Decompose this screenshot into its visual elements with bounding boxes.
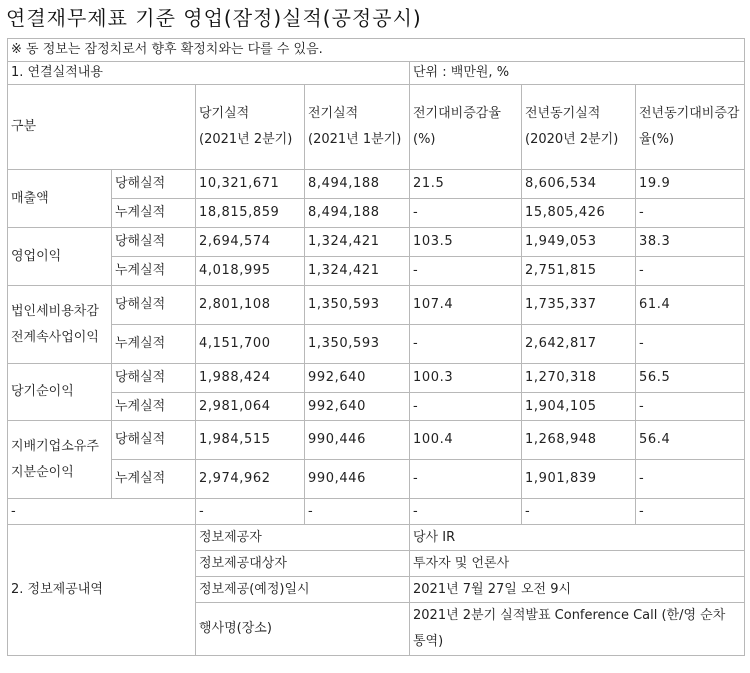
cell-current: 4,151,700 (196, 325, 305, 364)
cell-prior-year: 1,901,839 (522, 460, 636, 499)
section2-label: 2. 정보제공내역 (8, 525, 196, 656)
cell-previous: 1,324,421 (305, 228, 410, 257)
cell-yoy: - (636, 460, 745, 499)
cell-prior-year: 1,735,337 (522, 286, 636, 325)
cell-qoq: - (410, 460, 522, 499)
row-type: 누계실적 (112, 325, 196, 364)
cell-previous: 990,446 (305, 460, 410, 499)
cell-current: 10,321,671 (196, 170, 305, 199)
cell-prior-year: 1,270,318 (522, 364, 636, 393)
info-label: 정보제공대상자 (196, 551, 410, 577)
row-type: 누계실적 (112, 393, 196, 421)
row-type: 누계실적 (112, 257, 196, 286)
cell-current: 2,974,962 (196, 460, 305, 499)
cell-current: 2,801,108 (196, 286, 305, 325)
row-type: 당해실적 (112, 286, 196, 325)
row-type: 누계실적 (112, 460, 196, 499)
cell-yoy: - (636, 199, 745, 228)
cell-previous: 8,494,188 (305, 199, 410, 228)
dash-cell: - (305, 499, 410, 525)
table-row (8, 460, 745, 499)
cell-current: 1,984,515 (196, 421, 305, 460)
row-type: 당해실적 (112, 170, 196, 199)
row-type: 당해실적 (112, 228, 196, 257)
dash-cell: - (410, 499, 522, 525)
cell-yoy: 61.4 (636, 286, 745, 325)
dash-cell: - (8, 499, 196, 525)
cell-previous: 992,640 (305, 393, 410, 421)
table-row (8, 286, 745, 325)
unit-label: 단위 : 백만원, % (410, 62, 745, 85)
cell-qoq: 107.4 (410, 286, 522, 325)
cell-previous: 1,324,421 (305, 257, 410, 286)
table-row (8, 257, 745, 286)
cell-qoq: 100.4 (410, 421, 522, 460)
table-row (8, 170, 745, 199)
cell-prior-year: 8,606,534 (522, 170, 636, 199)
info-value: 2021년 7월 27일 오전 9시 (410, 577, 745, 603)
cell-prior-year: 1,268,948 (522, 421, 636, 460)
cell-yoy: 56.4 (636, 421, 745, 460)
info-value: 2021년 2분기 실적발표 Conference Call (한/영 순차 통역) (410, 603, 745, 656)
header-category: 구분 (8, 85, 196, 170)
info-value: 당사 IR (410, 525, 745, 551)
cell-current: 1,988,424 (196, 364, 305, 393)
table-row (8, 364, 745, 393)
cell-current: 4,018,995 (196, 257, 305, 286)
cell-qoq: 21.5 (410, 170, 522, 199)
cell-current: 18,815,859 (196, 199, 305, 228)
dash-cell: - (636, 499, 745, 525)
cell-previous: 1,350,593 (305, 325, 410, 364)
row-type: 당해실적 (112, 421, 196, 460)
cell-current: 2,694,574 (196, 228, 305, 257)
row-type: 당해실적 (112, 364, 196, 393)
cell-qoq: 100.3 (410, 364, 522, 393)
cell-yoy: - (636, 393, 745, 421)
cell-yoy: 38.3 (636, 228, 745, 257)
cell-previous: 992,640 (305, 364, 410, 393)
earnings-table (7, 38, 745, 656)
row-name: 지배기업소유주지분순이익 (8, 421, 112, 499)
info-label: 정보제공자 (196, 525, 410, 551)
header-yoy-rate: 전년동기대비증감율(%) (636, 85, 745, 170)
notice-text: ※ 동 정보는 잠정치로서 향후 확정치와는 다를 수 있음. (8, 39, 745, 62)
cell-yoy: - (636, 257, 745, 286)
cell-qoq: - (410, 199, 522, 228)
dash-cell: - (196, 499, 305, 525)
row-name: 법인세비용차감전계속사업이익 (8, 286, 112, 364)
cell-prior-year: 2,642,817 (522, 325, 636, 364)
info-row (8, 525, 745, 551)
cell-prior-year: 1,904,105 (522, 393, 636, 421)
section1-label: 1. 연결실적내용 (8, 62, 410, 85)
table-row (8, 228, 745, 257)
info-value: 투자자 및 언론사 (410, 551, 745, 577)
cell-qoq: 103.5 (410, 228, 522, 257)
cell-previous: 8,494,188 (305, 170, 410, 199)
table-row (8, 499, 745, 525)
header-current: 당기실적 (2021년 2분기) (196, 85, 305, 170)
row-name: 영업이익 (8, 228, 112, 286)
cell-qoq: - (410, 257, 522, 286)
table-row (8, 421, 745, 460)
cell-previous: 990,446 (305, 421, 410, 460)
row-name: 매출액 (8, 170, 112, 228)
cell-current: 2,981,064 (196, 393, 305, 421)
table-row (8, 393, 745, 421)
header-previous: 전기실적 (2021년 1분기) (305, 85, 410, 170)
cell-yoy: - (636, 325, 745, 364)
table-row (8, 199, 745, 228)
cell-qoq: - (410, 325, 522, 364)
cell-qoq: - (410, 393, 522, 421)
cell-prior-year: 1,949,053 (522, 228, 636, 257)
header-prior-year: 전년동기실적 (2020년 2분기) (522, 85, 636, 170)
info-label: 행사명(장소) (196, 603, 410, 656)
cell-prior-year: 2,751,815 (522, 257, 636, 286)
info-label: 정보제공(예정)일시 (196, 577, 410, 603)
cell-previous: 1,350,593 (305, 286, 410, 325)
table-row (8, 325, 745, 364)
cell-prior-year: 15,805,426 (522, 199, 636, 228)
header-qoq-rate: 전기대비증감율(%) (410, 85, 522, 170)
cell-yoy: 56.5 (636, 364, 745, 393)
cell-yoy: 19.9 (636, 170, 745, 199)
row-type: 누계실적 (112, 199, 196, 228)
row-name: 당기순이익 (8, 364, 112, 421)
dash-cell: - (522, 499, 636, 525)
page-title: 연결재무제표 기준 영업(잠정)실적(공정공시) (6, 6, 422, 30)
